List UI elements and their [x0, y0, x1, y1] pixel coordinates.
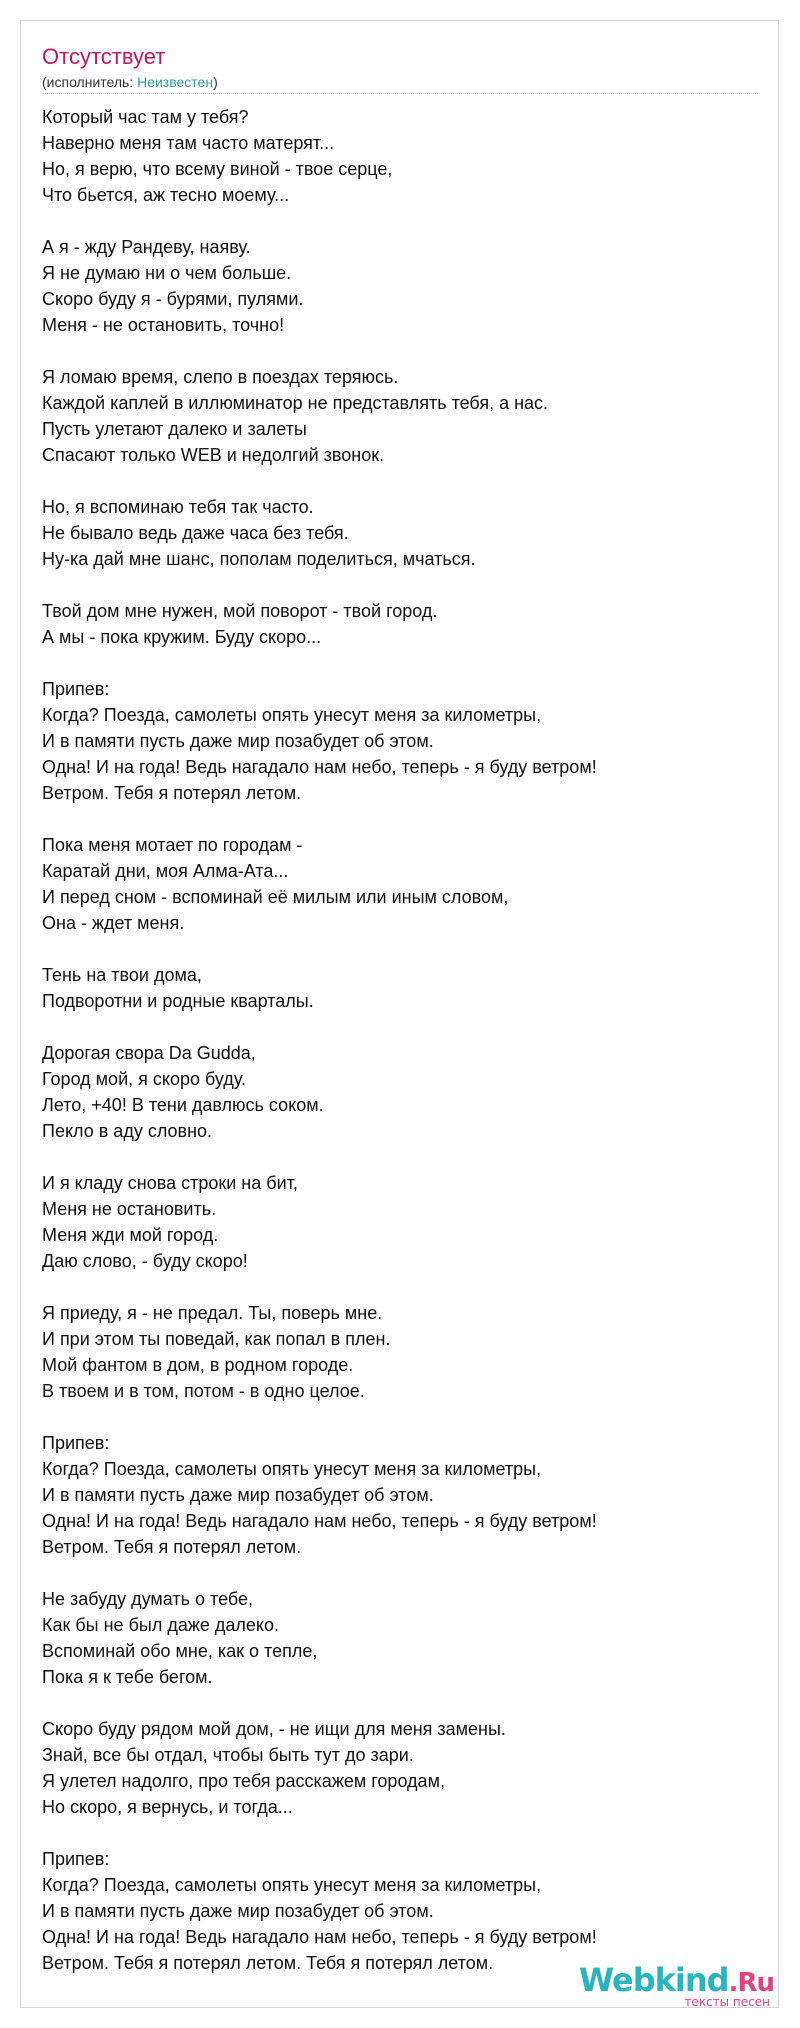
lyrics-stanza [42, 832, 758, 936]
lyrics-line: Тень на твои дома, [42, 965, 202, 985]
lyrics-line: И я кладу снова строки на бит, [42, 1173, 298, 1193]
lyrics-line: Я ломаю время, слепо в поездах теряюсь. [42, 367, 399, 387]
lyrics-line: Каждой каплей в иллюминатор не представлять тебя, а нас. [42, 393, 549, 413]
lyrics-stanza [42, 676, 758, 806]
lyrics-line: Спасают только WEB и недолгий звонок. [42, 445, 385, 465]
song-title: Отсутствует [42, 44, 166, 69]
lyrics-line: Когда? Поезда, самолеты опять унесут меня за километры, [42, 705, 542, 725]
lyrics-line: Я улетел надолго, про тебя расскажем городам, [42, 1771, 445, 1791]
lyrics-line: Одна! И на года! Ведь нагадало нам небо, теперь - я буду ветром! [42, 1511, 597, 1531]
lyrics-stanza [42, 1170, 758, 1274]
lyrics-line: Который час там у тебя? [42, 107, 249, 127]
lyrics-line: Наверно меня там часто матерят... [42, 133, 335, 153]
lyrics-line: Ветром. Тебя я потерял летом. Тебя я потерял летом. [42, 1953, 494, 1973]
lyrics-stanza [42, 1846, 758, 1976]
logo-tld: .Ru [728, 1968, 774, 1998]
lyrics-line: Как бы не был даже далеко. [42, 1615, 280, 1635]
lyrics-stanza [42, 598, 758, 650]
lyrics-stanza [42, 962, 758, 1014]
lyrics-line: Припев: [42, 679, 110, 699]
lyrics-line: Пока меня мотает по городам - [42, 835, 303, 855]
lyrics-stanza [42, 1040, 758, 1144]
lyrics-line: Пока я к тебе бегом. [42, 1667, 213, 1687]
lyrics-stanza [42, 1586, 758, 1690]
lyrics-line: Ну-ка дай мне шанс, пополам поделиться, мчаться. [42, 549, 476, 569]
lyrics-line: Пусть улетают далеко и залеты [42, 419, 307, 439]
artist-prefix: (исполнитель: [42, 74, 138, 90]
lyrics-line: Скоро буду я - бурями, пулями. [42, 289, 304, 309]
lyrics-line: Даю слово, - буду скоро! [42, 1251, 248, 1271]
lyrics-line: Скоро буду рядом мой дом, - не ищи для меня замены. [42, 1719, 506, 1739]
lyrics-line: Знай, все бы отдал, чтобы быть тут до зари. [42, 1745, 414, 1765]
lyrics-line: Ветром. Тебя я потерял летом. [42, 1537, 302, 1557]
logo-tagline: тексты песен [684, 1995, 770, 2009]
lyrics-line: Что бьется, аж тесно моему... [42, 185, 290, 205]
lyrics-line: Когда? Поезда, самолеты опять унесут меня за километры, [42, 1875, 542, 1895]
lyrics-line: Город мой, я скоро буду. [42, 1069, 247, 1089]
lyrics-line: Меня жди мой город. [42, 1225, 219, 1245]
lyrics-body [42, 104, 758, 1976]
lyrics-line: Она - ждет меня. [42, 913, 185, 933]
lyrics-line: Но, я вспоминаю тебя так часто. [42, 497, 314, 517]
lyrics-line: Припев: [42, 1433, 110, 1453]
lyrics-stanza [42, 1430, 758, 1560]
title-divider [42, 93, 758, 94]
lyrics-line: Я не думаю ни о чем больше. [42, 263, 292, 283]
lyrics-line: Одна! И на года! Ведь нагадало нам небо, теперь - я буду ветром! [42, 757, 597, 777]
lyrics-line: Одна! И на года! Ведь нагадало нам небо, теперь - я буду ветром! [42, 1927, 597, 1947]
lyrics-stanza [42, 234, 758, 338]
lyrics-line: Дорогая свора Da Gudda, [42, 1043, 256, 1063]
lyrics-stanza [42, 1716, 758, 1820]
lyrics-line: Пекло в аду словно. [42, 1121, 213, 1141]
lyrics-line: Подворотни и родные кварталы. [42, 991, 314, 1011]
lyrics-line: Твой дом мне нужен, мой поворот - твой город. [42, 601, 438, 621]
lyrics-line: Меня не остановить. [42, 1199, 217, 1219]
site-logo[interactable] [574, 1962, 774, 2010]
logo-name: Webkind [578, 1961, 729, 1999]
lyrics-line: А мы - пока кружим. Буду скоро... [42, 627, 322, 647]
lyrics-line: Меня - не остановить, точно! [42, 315, 285, 335]
lyrics-line: Не бывало ведь даже часа без тебя. [42, 523, 349, 543]
lyrics-line: В твоем и в том, потом - в одно целое. [42, 1381, 365, 1401]
lyrics-line: Вспоминай обо мне, как о тепле, [42, 1641, 318, 1661]
lyrics-line: И в памяти пусть даже мир позабудет об этом. [42, 1485, 434, 1505]
lyrics-line: Я приеду, я - не предал. Ты, поверь мне. [42, 1303, 383, 1323]
lyrics-line: И в памяти пусть даже мир позабудет об этом. [42, 731, 434, 751]
lyrics-line: И в памяти пусть даже мир позабудет об этом. [42, 1901, 434, 1921]
lyrics-stanza [42, 364, 758, 468]
artist-suffix: ) [213, 74, 218, 90]
lyrics-line: Ветром. Тебя я потерял летом. [42, 783, 302, 803]
lyrics-line: А я - жду Рандеву, наяву. [42, 237, 251, 257]
lyrics-line: Когда? Поезда, самолеты опять унесут меня за километры, [42, 1459, 542, 1479]
lyrics-line: Припев: [42, 1849, 110, 1869]
lyrics-line: Лето, +40! В тени давлюсь соком. [42, 1095, 324, 1115]
lyrics-line: И при этом ты поведай, как попал в плен. [42, 1329, 391, 1349]
lyrics-stanza [42, 104, 758, 208]
lyrics-line: Но скоро, я вернусь, и тогда... [42, 1797, 293, 1817]
lyrics-stanza [42, 494, 758, 572]
lyrics-line: Но, я верю, что всему виной - твое серце, [42, 159, 393, 179]
artist-link[interactable]: Неизвестен [137, 74, 214, 90]
lyrics-line: Не забуду думать о тебе, [42, 1589, 253, 1609]
lyrics-line: Каратай дни, моя Алма-Ата... [42, 861, 289, 881]
artist-line [42, 73, 218, 91]
lyrics-stanza [42, 1300, 758, 1404]
lyrics-line: Мой фантом в дом, в родном городе. [42, 1355, 354, 1375]
lyrics-line: И перед сном - вспоминай её милым или иным словом, [42, 887, 509, 907]
